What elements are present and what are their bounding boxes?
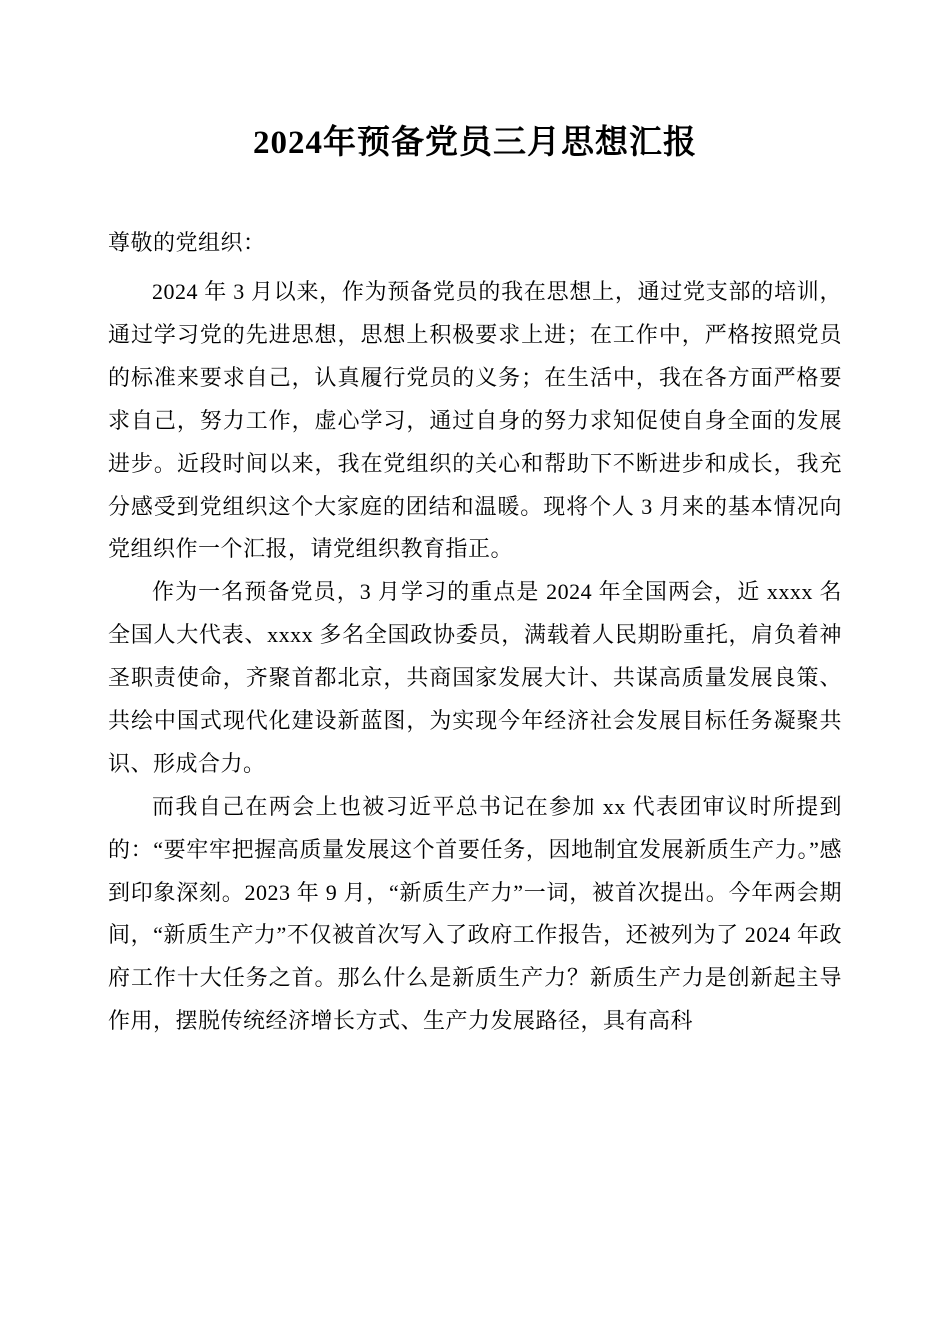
paragraph-1: 2024 年 3 月以来，作为预备党员的我在思想上，通过党支部的培训，通过学习党的先进思想，思想上积极要求上进；在工作中，严格按照党员的标准来要求自己，认真履行党员的义务；在生活中，我在各方面严格要求自己，努力工作，虚心学习，通过自身的努力求知促使自身全面的发展进步。近段时间以来，我在党组织的关心和帮助下不断进步和成长，我充分感受到党组织这个大家庭的团结和温暖。现将个人 3 月来的基本情况向党组织作一个汇报，请党组织教育指正。 [108, 279, 842, 562]
page-title: 2024年预备党员三月思想汇报 [253, 125, 697, 161]
paragraph-2: 作为一名预备党员，3 月学习的重点是 2024 年全国两会，近 xxxx 名全国人大代表、xxxx 多名全国政协委员，满载着人民期盼重托，肩负着神圣职责使命，齐聚首都北京，共商国家发展大计、共谋高质量发展良策、共绘中国式现代化建设新蓝图，为实现今年经济社会发展目标任务凝聚共识、形成合力。 [108, 579, 842, 776]
paragraph-3: 而我自己在两会上也被习近平总书记在参加 xx 代表团审议时所提到的：“要牢牢把握高质量发展这个首要任务，因地制宜发展新质生产力。”感到印象深刻。2023 年 9 月，“新质生产力”一词，被首次提出。今年两会期间，“新质生产力”不仅被首次写入了政府工作报告，还被列为了 2024 年政府工作十大任务之首。那么什么是新质生产力？新质生产力是创新起主导作用，摆脱传统经济增长方式、生产力发展路径，具有高科 [108, 793, 842, 1034]
salutation: 尊敬的党组织： [108, 230, 266, 256]
